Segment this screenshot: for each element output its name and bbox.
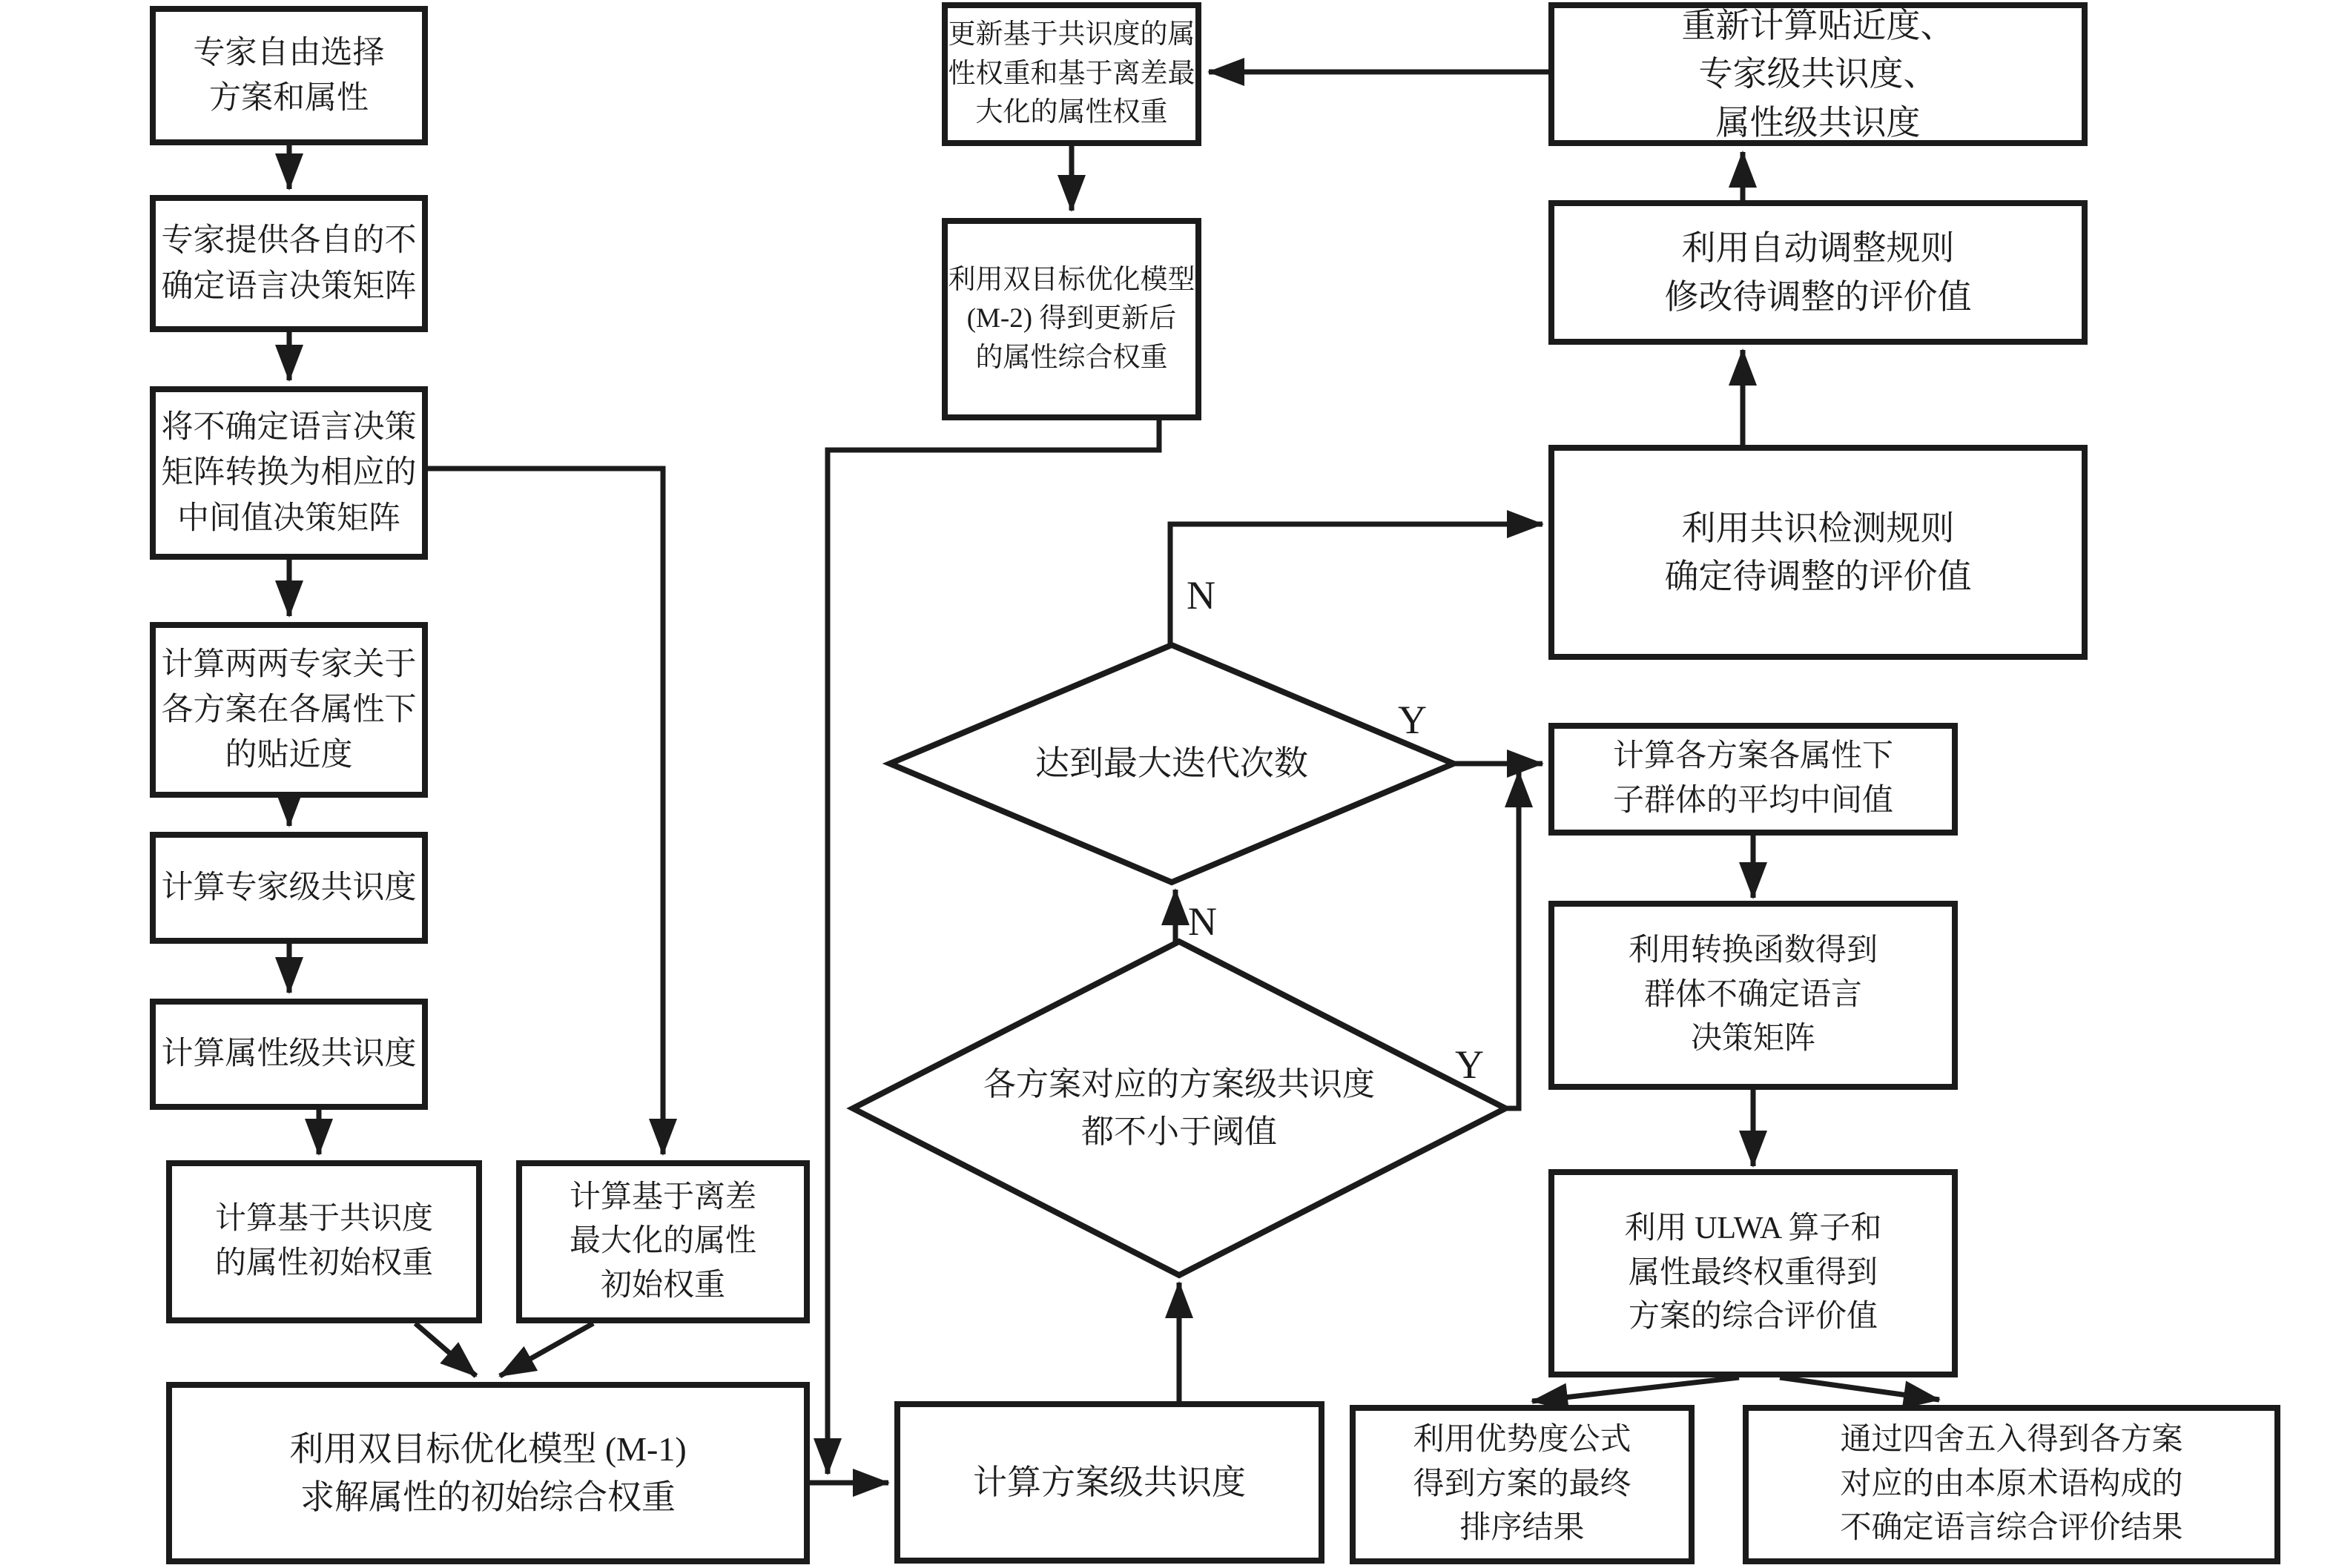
text-line: 达到最大迭代次数: [1035, 744, 1308, 782]
node-expert-free-select: [150, 6, 428, 145]
text-line: 修改待调整的评价值: [1664, 277, 1972, 316]
text-line: 计算基于共识度: [214, 1202, 433, 1237]
node-model-m2-updated-combined-weight: [942, 218, 1201, 420]
node-transform-function-matrix: [1548, 901, 1958, 1090]
text-line: (M-2) 得到更新后: [966, 303, 1177, 334]
text-line: 确定语言决策矩阵: [161, 268, 417, 304]
node-recompute-consensus: [1548, 2, 2088, 146]
node-provide-uncertain-matrix: [150, 195, 428, 332]
text-line: 计算基于离差: [569, 1180, 756, 1214]
branch-label-threshold-yes: Y: [1455, 1042, 1484, 1087]
node-scheme-level-consensus: [894, 1401, 1324, 1564]
node-dominance-ranking: [1350, 1405, 1695, 1564]
text-line: 的贴近度: [225, 738, 353, 773]
text-line: 重新计算贴近度、: [1681, 7, 1955, 45]
text-line: 计算各方案各属性下: [1612, 739, 1893, 774]
text-line: 求解属性的初始综合权重: [300, 1478, 676, 1516]
text-line: 利用双目标优化模型: [948, 264, 1195, 295]
arrow-consensus-weight-to-m1: [415, 1323, 476, 1376]
text-line: 子群体的平均中间值: [1612, 784, 1893, 818]
text-line: 各方案对应的方案级共识度: [983, 1066, 1375, 1103]
text-line: 初始权重: [600, 1268, 725, 1303]
text-line: 将不确定语言决策: [161, 410, 417, 446]
text-line: 利用自动调整规则: [1681, 229, 1955, 268]
text-line: 群体不确定语言: [1643, 977, 1862, 1012]
text-line: 专家级共识度、: [1698, 55, 1938, 93]
text-line: 利用共识检测规则: [1681, 509, 1955, 547]
arrow-deviation-weight-to-m1: [500, 1323, 593, 1376]
node-pairwise-closeness: [150, 622, 428, 798]
node-ulwa-combined-evaluation: [1548, 1169, 1958, 1377]
node-consensus-detect-rule: [1548, 445, 2088, 660]
node-subgroup-average-midvalue: [1548, 723, 1958, 836]
text-line: 通过四舍五入得到各方案: [1840, 1423, 2183, 1458]
arrow-threshold-yes-merge: [1505, 772, 1519, 1108]
text-line: 方案和属性: [209, 81, 369, 116]
arrow-convert-to-deviation-weight: [428, 469, 663, 1154]
text-line: 方案的综合评价值: [1628, 1300, 1878, 1334]
node-expert-level-consensus: [150, 832, 428, 944]
text-line: 都不小于阈值: [1081, 1114, 1277, 1150]
text-line: 对应的由本原术语构成的: [1840, 1466, 2183, 1501]
arrow-ulwa-to-rounding: [1780, 1377, 1939, 1400]
decision-consensus-threshold-label: [853, 1031, 1505, 1186]
decision-max-iterations-label: [912, 727, 1431, 801]
node-model-m1-initial-combined-weight: [166, 1382, 810, 1564]
node-deviation-initial-weight: [516, 1160, 810, 1323]
text-line: 利用 ULWA 算子和: [1624, 1211, 1882, 1246]
text-line: 矩阵转换为相应的: [161, 455, 417, 491]
text-line: 中间值决策矩阵: [177, 500, 400, 536]
text-line: 利用双目标优化模型 (M-1): [289, 1429, 687, 1468]
text-line: 计算专家级共识度: [161, 870, 417, 905]
node-convert-to-midvalue-matrix: [150, 386, 428, 560]
text-line: 专家提供各自的不: [161, 223, 417, 259]
node-update-weights: [942, 2, 1201, 146]
node-consensus-initial-weight: [166, 1160, 482, 1323]
arrow-maxiter-no-to-detect: [1170, 524, 1543, 645]
text-line: 计算两两专家关于: [161, 646, 417, 682]
text-line: 最大化的属性: [569, 1224, 756, 1259]
branch-label-threshold-no: N: [1188, 899, 1217, 944]
text-line: 计算方案级共识度: [973, 1463, 1246, 1501]
text-line: 各方案在各属性下: [161, 692, 417, 727]
text-line: 性权重和基于离差最: [948, 58, 1195, 89]
node-auto-adjust-rule: [1548, 200, 2088, 345]
text-line: 更新基于共识度的属: [948, 19, 1195, 50]
text-line: 确定待调整的评价值: [1664, 558, 1972, 595]
text-line: 决策矩阵: [1690, 1022, 1815, 1056]
text-line: 属性最终权重得到: [1628, 1255, 1878, 1290]
text-line: 大化的属性权重: [975, 97, 1168, 128]
text-line: 得到方案的最终: [1413, 1466, 1631, 1501]
text-line: 属性级共识度: [1715, 103, 1921, 142]
text-line: 计算属性级共识度: [161, 1036, 417, 1072]
node-attribute-level-consensus: [150, 999, 428, 1110]
text-line: 不确定语言综合评价结果: [1840, 1511, 2183, 1546]
text-line: 的属性综合权重: [975, 342, 1168, 373]
node-rounding-linguistic-result: [1743, 1405, 2280, 1564]
arrow-m2-feedback-loop: [828, 420, 1159, 1474]
branch-label-maxiter-yes: Y: [1398, 698, 1427, 742]
branch-label-maxiter-no: N: [1187, 573, 1215, 618]
text-line: 专家自由选择: [193, 35, 385, 70]
text-line: 排序结果: [1459, 1511, 1585, 1546]
text-line: 的属性初始权重: [214, 1246, 433, 1280]
text-line: 利用转换函数得到: [1628, 933, 1878, 968]
text-line: 利用优势度公式: [1413, 1423, 1631, 1458]
arrow-ulwa-to-dominance: [1532, 1377, 1739, 1401]
